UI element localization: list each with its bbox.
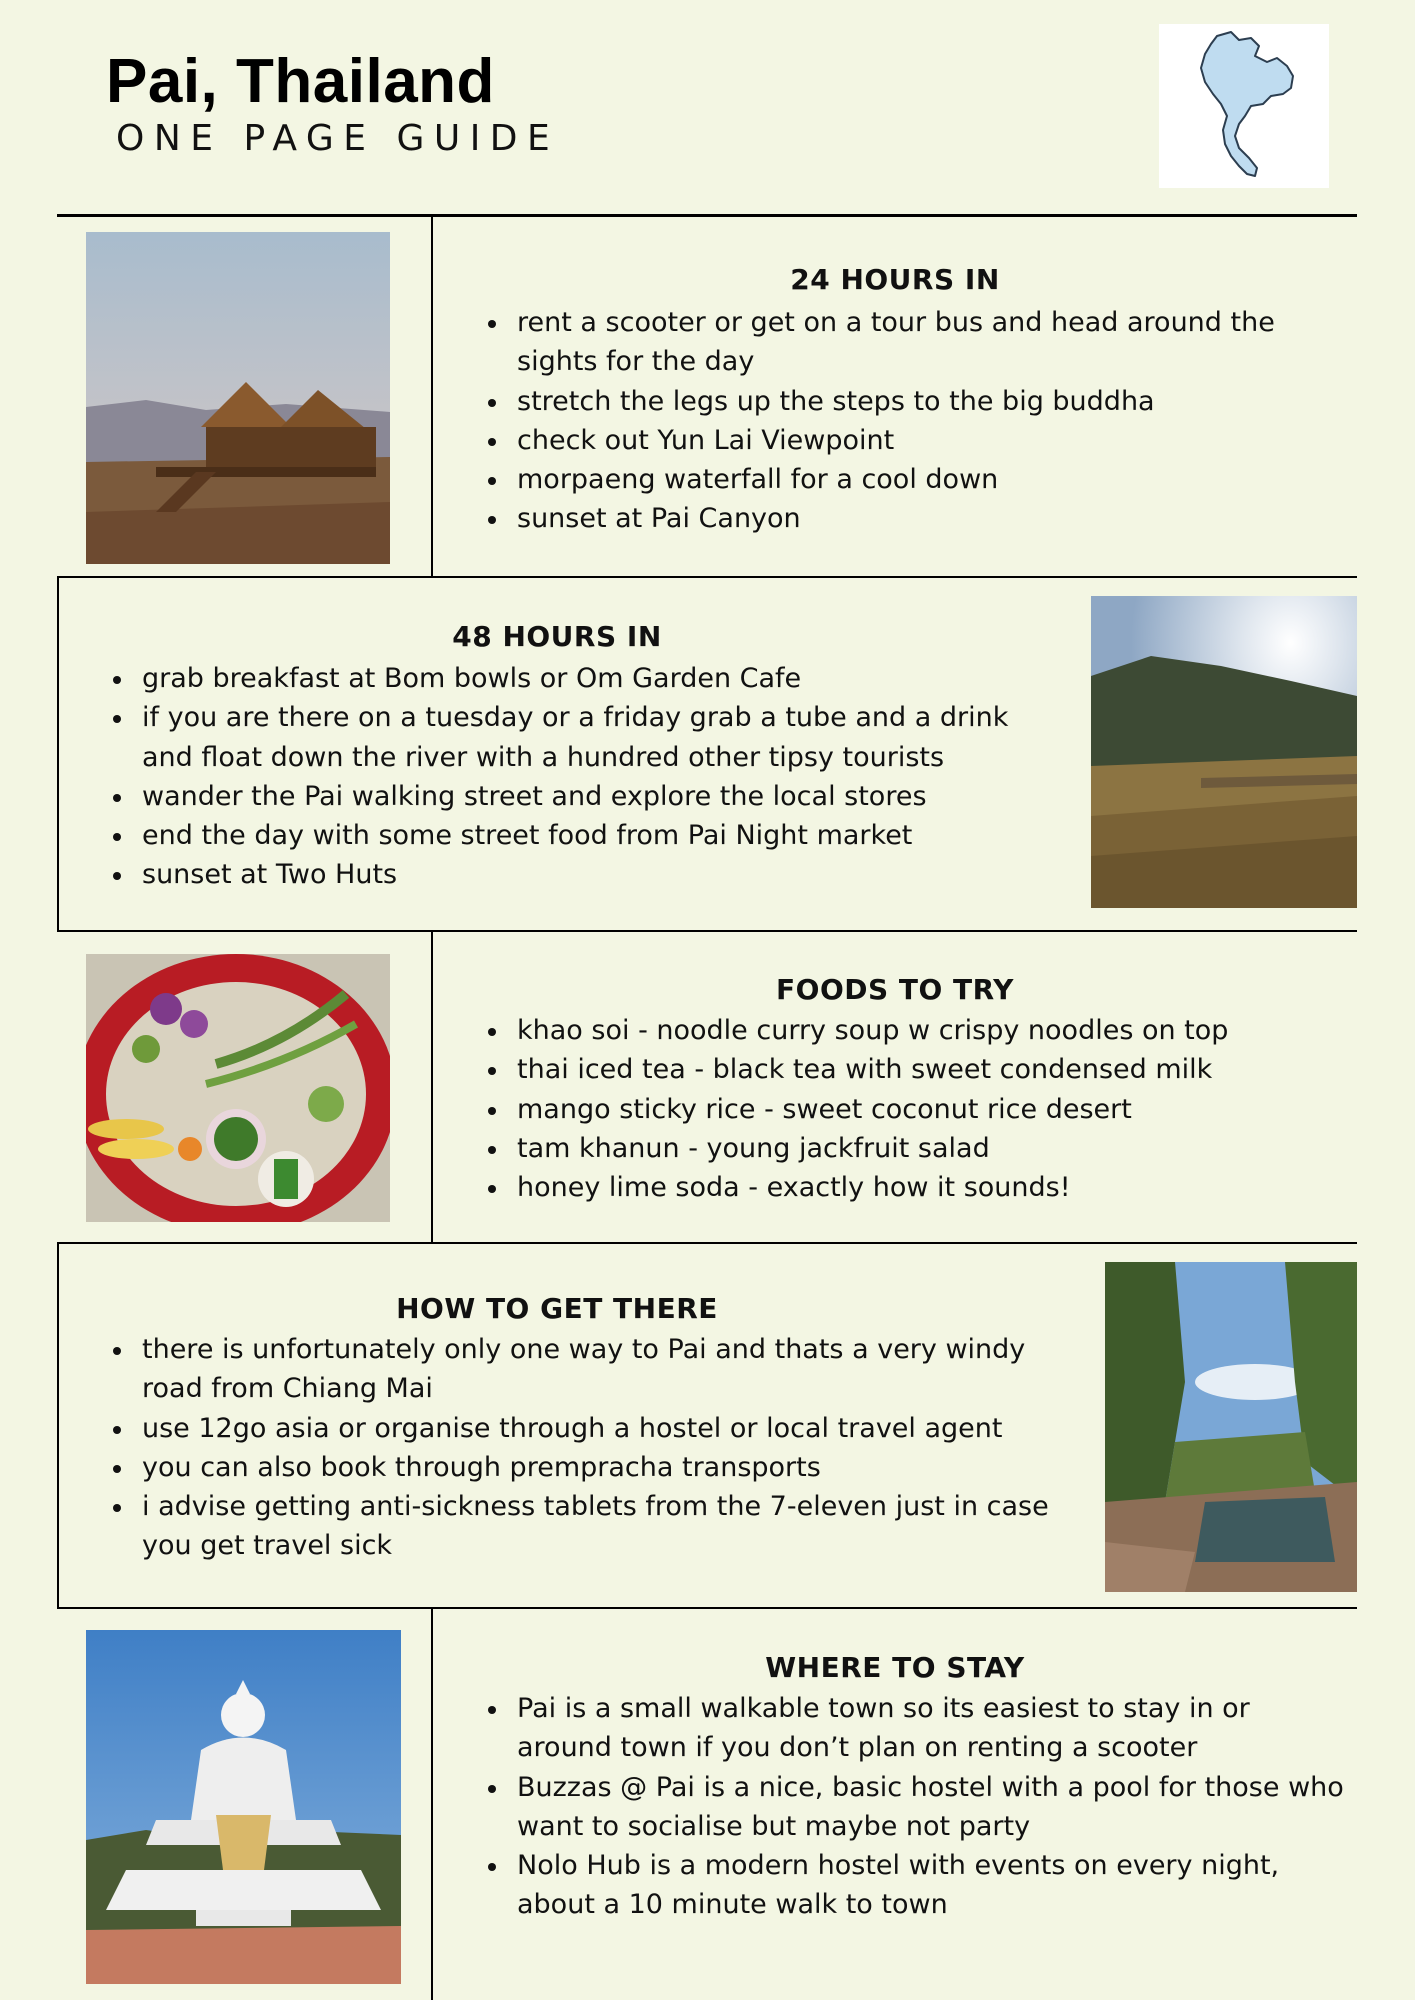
list-item: honey lime soda - exactly how it sounds! (484, 1168, 1334, 1207)
section-heading: 24 HOURS IN (790, 263, 1000, 296)
list-item: sunset at Two Huts (109, 855, 1059, 894)
hut-viewpoint-photo (86, 232, 390, 564)
list-item: there is unfortunately only one way to Pai and thats a very windy road from Chiang Mai (109, 1330, 1089, 1409)
section-heading: HOW TO GET THERE (396, 1292, 718, 1325)
section-list (109, 1330, 1089, 1566)
list-item: check out Yun Lai Viewpoint (484, 421, 1324, 460)
list-item: thai iced tea - black tea with sweet condensed milk (484, 1050, 1334, 1089)
list-item: khao soi - noodle curry soup w crispy noodles on top (484, 1011, 1334, 1050)
section-list (109, 659, 1059, 895)
list-item: end the day with some street food from Pai Night market (109, 816, 1059, 855)
list-item: rent a scooter or get on a tour bus and head around the sights for the day (484, 303, 1324, 382)
section-heading: FOODS TO TRY (776, 973, 1014, 1006)
list-item: if you are there on a tuesday or a friday grab a tube and a drink and float down the river with a hundred other tipsy tourists (109, 698, 1059, 777)
thailand-map-icon (1159, 24, 1329, 188)
section-divider (57, 930, 1357, 932)
list-item: use 12go asia or organise through a hostel or local travel agent (109, 1409, 1089, 1448)
thai-food-platter-photo (86, 954, 390, 1222)
section-divider (57, 576, 1357, 578)
section-divider (57, 1607, 1357, 1609)
page-title: Pai, Thailand (106, 47, 495, 116)
field-sunset-photo (1091, 596, 1357, 908)
list-item: Nolo Hub is a modern hostel with events on every night, about a 10 minute walk to town (484, 1846, 1344, 1925)
page-subtitle: ONE PAGE GUIDE (116, 118, 560, 159)
list-item: tam khanun - young jackfruit salad (484, 1129, 1334, 1168)
list-item: Pai is a small walkable town so its easiest to stay in or around town if you don’t plan on renting a scooter (484, 1689, 1344, 1768)
section-list (484, 303, 1324, 539)
section-heading: 48 HOURS IN (452, 620, 662, 653)
list-item: morpaeng waterfall for a cool down (484, 460, 1324, 499)
list-item: stretch the legs up the steps to the big buddha (484, 382, 1324, 421)
header-divider (57, 214, 1357, 217)
section-heading: WHERE TO STAY (765, 1651, 1025, 1684)
section-list (484, 1011, 1334, 1207)
list-item: Buzzas @ Pai is a nice, basic hostel with a pool for those who want to socialise but maybe not party (484, 1768, 1344, 1847)
list-item: grab breakfast at Bom bowls or Om Garden Cafe (109, 659, 1059, 698)
list-item: i advise getting anti-sickness tablets from the 7-eleven just in case you get travel sick (109, 1487, 1089, 1566)
list-item: mango sticky rice - sweet coconut rice desert (484, 1090, 1334, 1129)
section-list (484, 1689, 1344, 1925)
list-item: wander the Pai walking street and explore the local stores (109, 777, 1059, 816)
section-divider (57, 1242, 1357, 1244)
white-buddha-photo (86, 1630, 401, 1984)
waterfall-photo (1105, 1262, 1357, 1592)
list-item: sunset at Pai Canyon (484, 499, 1324, 538)
list-item: you can also book through prempracha transports (109, 1448, 1089, 1487)
